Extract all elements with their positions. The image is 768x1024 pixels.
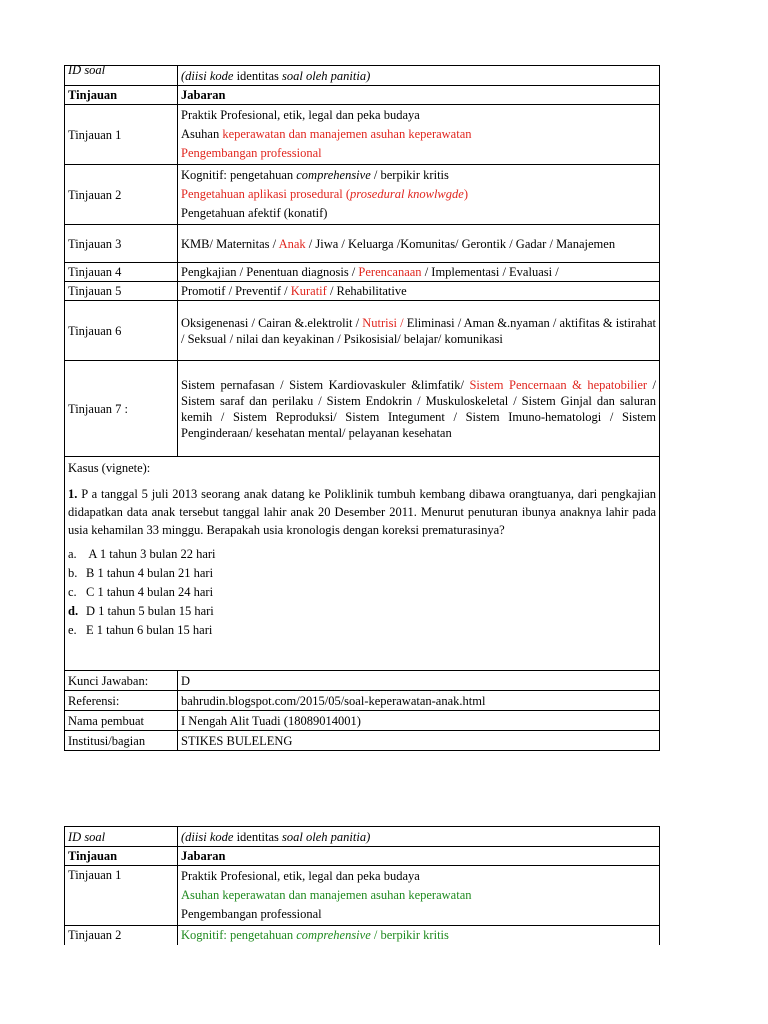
option-d: d. D 1 tahun 5 bulan 15 hari [68, 604, 214, 618]
tinjauan-2-label: Tinjauan 2 [65, 165, 178, 225]
option-e: e. E 1 tahun 6 bulan 15 hari [68, 623, 213, 637]
tinjauan-3-content: KMB/ Maternitas / Anak / Jiwa / Keluarga /Komunitas/ Gerontik / Gadar / Manajemen [178, 225, 660, 263]
tinjauan-3-label: Tinjauan 3 [65, 225, 178, 263]
vignette-label: Kasus (vignete): [68, 461, 151, 475]
tinjauan-6-label: Tinjauan 6 [65, 301, 178, 361]
kunci-jawaban-value: D [178, 671, 660, 691]
option-a: a. A 1 tahun 3 bulan 22 hari [68, 547, 216, 561]
referensi-value: bahrudin.blogspot.com/2015/05/soal-keperawatan-anak.html [178, 691, 660, 711]
referensi-label: Referensi: [65, 691, 178, 711]
tinjauan-1-label: Tinjauan 1 [65, 866, 178, 926]
tinjauan-4-content: Pengkajian / Penentuan diagnosis / Perencanaan / Implementasi / Evaluasi / [178, 263, 660, 282]
option-b: b. B 1 tahun 4 bulan 21 hari [68, 566, 214, 580]
id-soal-value: (diisi kode identitas soal oleh panitia) [178, 827, 660, 847]
option-c: c. C 1 tahun 4 bulan 24 hari [68, 585, 214, 599]
tinjauan-1-content: Praktik Profesional, etik, legal dan peka budaya Asuhan keperawatan dan manajemen asuhan keperawatan Pengembangan professional [178, 866, 660, 926]
kunci-jawaban-label: Kunci Jawaban: [65, 671, 178, 691]
tinjauan-1-content: Praktik Profesional, etik, legal dan peka budaya Asuhan keperawatan dan manajemen asuhan keperawatan Pengembangan professional [178, 105, 660, 165]
tinjauan-2-label: Tinjauan 2 [65, 926, 178, 945]
nama-pembuat-value: I Nengah Alit Tuadi (18089014001) [178, 711, 660, 731]
header-tinjauan: Tinjauan [65, 847, 178, 866]
id-soal-label: ID soal [65, 827, 178, 847]
tinjauan-7-content: Sistem pernafasan / Sistem Kardiovaskuler &limfatik/ Sistem Pencernaan & hepatobilier / Sistem saraf dan perilaku / Sistem Endokrin / Muskuloskeletal / Sistem Ginjal dan saluran kemih / Sistem Reproduksi/ Sistem Integument / Sistem Imuno-hematologi / Sistem Penginderaan/ kesehatan mental/ pelayanan kesehatan [178, 361, 660, 457]
id-soal-label: ID soal [65, 66, 178, 86]
institusi-label: Institusi/bagian [65, 731, 178, 751]
tinjauan-1-label: Tinjauan 1 [65, 105, 178, 165]
vignette-text: 1. P a tanggal 5 juli 2013 seorang anak datang ke Poliklinik tumbuh kembang dibawa orangtuanya, dari pengkajian didapatkan data anak tersebut tanggal lahir anak 20 Desember 2011. Menurut penuturan ibunya anaknya lahir pada usia kehamilan 33 minggu. Berapakah usia kronologis dengan koreksi prematurasinya? [68, 487, 656, 537]
nama-pembuat-label: Nama pembuat [65, 711, 178, 731]
tinjauan-2-content: Kognitif: pengetahuan comprehensive / berpikir kritis [178, 926, 660, 945]
header-jabaran: Jabaran [178, 847, 660, 866]
answer-options [68, 545, 656, 640]
header-jabaran: Jabaran [178, 86, 660, 105]
vignette-cell [65, 457, 660, 671]
question-table-2 [64, 826, 660, 945]
tinjauan-5-content: Promotif / Preventif / Kuratif / Rehabilitative [178, 282, 660, 301]
tinjauan-4-label: Tinjauan 4 [65, 263, 178, 282]
header-tinjauan: Tinjauan [65, 86, 178, 105]
id-soal-value: (diisi kode identitas soal oleh panitia) [178, 66, 660, 86]
tinjauan-5-label: Tinjauan 5 [65, 282, 178, 301]
tinjauan-2-content: Kognitif: pengetahuan comprehensive / berpikir kritis Pengetahuan aplikasi prosedural (prosedural knowlwgde) Pengetahuan afektif (konatif) [178, 165, 660, 225]
tinjauan-7-label: Tinjauan 7 : [65, 361, 178, 457]
question-table-1 [64, 62, 660, 751]
tinjauan-6-content: Oksigenenasi / Cairan &.elektrolit / Nutrisi / Eliminasi / Aman &.nyaman / aktifitas & istirahat / Seksual / nilai dan keyakinan / Psikosisial/ belajar/ komunikasi [178, 301, 660, 361]
institusi-value: STIKES BULELENG [178, 731, 660, 751]
